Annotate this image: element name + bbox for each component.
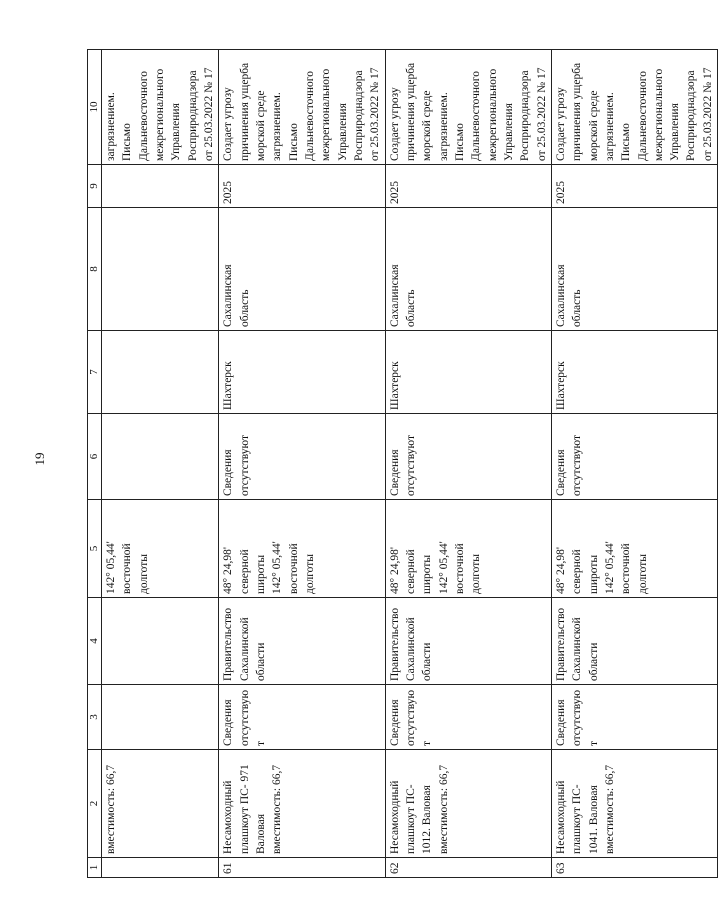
table-row [219,50,385,878]
owner-info: Сведения отсутствуют [551,685,717,750]
object-description: Несамоходный плашкоут ПС- 1012. Валовая вместимость: 66,7 [385,750,551,858]
authority: Правительство Сахалинской области [219,598,385,685]
column-header-6: 6 [88,414,102,500]
info: Сведения отсутствуют [219,414,385,500]
region: Сахалинская область [385,208,551,331]
authority: Правительство Сахалинской области [551,598,717,685]
object-description: Несамоходный плашкоут ПС- 1041. Валовая вместимость: 66,7 [551,750,717,858]
cont-cell-8 [102,208,219,331]
locality: Шахтерск [385,331,551,414]
continuation-row [102,50,219,878]
objects-table [87,49,718,878]
rotated-table-container [87,50,714,878]
authority: Правительство Сахалинской области [385,598,551,685]
note: Создает угрозу причинения ущерба морской среде загрязнением. Письмо Дальневосточного межрегионального Управления Росприроднадзора от 25.03.2022 № 17 [551,50,717,165]
cont-coordinates: 142° 05,44' восточной долготы [102,500,219,598]
cont-cell-4 [102,598,219,685]
region: Сахалинская область [551,208,717,331]
locality: Шахтерск [219,331,385,414]
note: Создает угрозу причинения ущерба морской среде загрязнением. Письмо Дальневосточного межрегионального Управления Росприроднадзора от 25.03.2022 № 17 [219,50,385,165]
owner-info: Сведения отсутствуют [385,685,551,750]
cont-cell-3 [102,685,219,750]
coordinates: 48° 24,98' северной широты 142° 05,44' восточной долготы [551,500,717,598]
column-number-header-row [88,50,102,878]
column-header-4: 4 [88,598,102,685]
row-number: 62 [385,858,551,878]
column-header-3: 3 [88,685,102,750]
cont-cell-num [102,858,219,878]
info: Сведения отсутствуют [385,414,551,500]
object-description: Несамоходный плашкоут ПС- 971 Валовая вместимость: 66,7 [219,750,385,858]
row-number: 61 [219,858,385,878]
year: 2025 [551,165,717,208]
owner-info: Сведения отсутствуют [219,685,385,750]
row-number: 63 [551,858,717,878]
region: Сахалинская область [219,208,385,331]
coordinates: 48° 24,98' северной широты 142° 05,44' восточной долготы [385,500,551,598]
info: Сведения отсутствуют [551,414,717,500]
table-row [551,50,717,878]
cont-cell-7 [102,331,219,414]
year: 2025 [385,165,551,208]
coordinates: 48° 24,98' северной широты 142° 05,44' восточной долготы [219,500,385,598]
column-header-2: 2 [88,750,102,858]
column-header-8: 8 [88,208,102,331]
cont-note: загрязнением. Письмо Дальневосточного межрегионального Управления Росприроднадзора от 25.03.2022 № 17 [102,50,219,165]
cont-capacity: вместимость: 66,7 [102,750,219,858]
year: 2025 [219,165,385,208]
column-header-9: 9 [88,165,102,208]
column-header-5: 5 [88,500,102,598]
column-header-10: 10 [88,50,102,165]
table-row [385,50,551,878]
column-header-7: 7 [88,331,102,414]
note: Создает угрозу причинения ущерба морской среде загрязнением. Письмо Дальневосточного межрегионального Управления Росприроднадзора от 25.03.2022 № 17 [385,50,551,165]
cont-cell-9 [102,165,219,208]
cont-cell-6 [102,414,219,500]
locality: Шахтерск [551,331,717,414]
column-header-1: 1 [88,858,102,878]
page-number: 19 [32,452,47,466]
